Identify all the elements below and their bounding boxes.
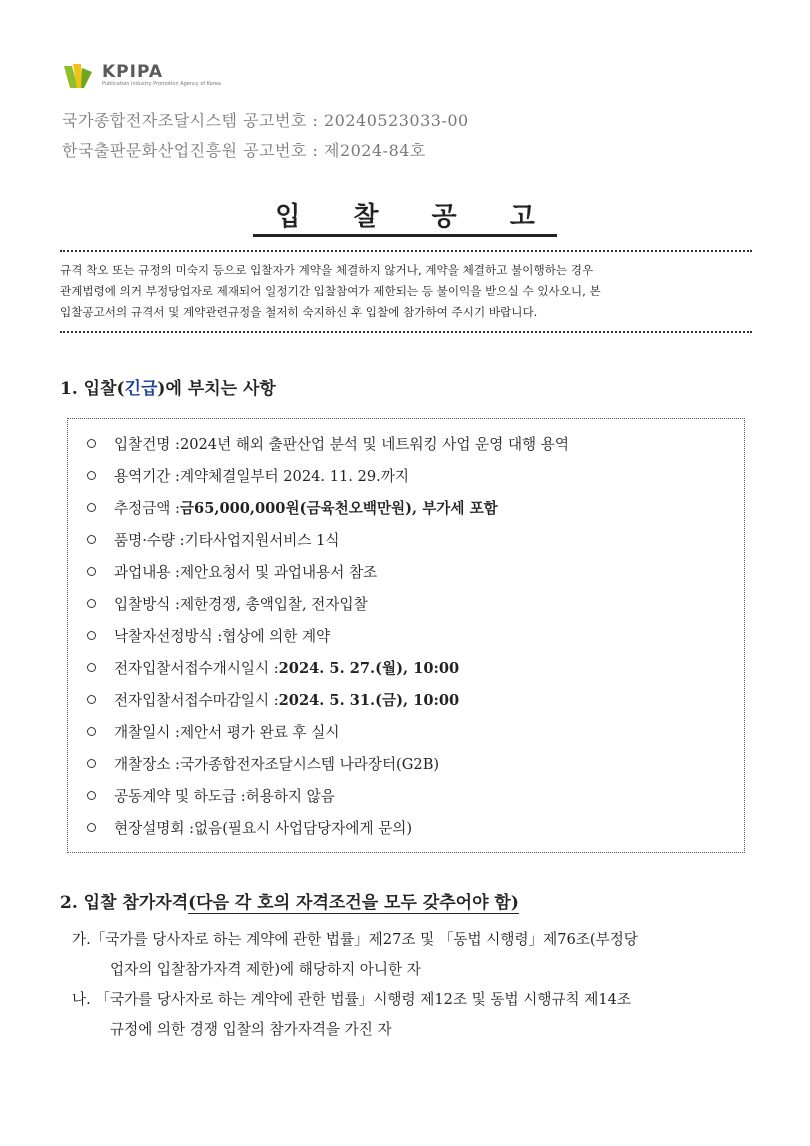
list-item: [87, 657, 459, 678]
item-value: 2024. 5. 27.(월), 10:00: [278, 660, 460, 677]
kpipa-leaf-icon: [62, 62, 96, 90]
qualification-line: 업자의 입찰참가자격 제한)에 해당하지 아니한 자: [110, 961, 421, 978]
item-value: 없음(필요시 사업담당자에게 문의): [194, 820, 413, 837]
section-2-heading: [60, 888, 519, 913]
qualification-line: 규정에 의한 경쟁 입찰의 참가자격을 가진 자: [110, 1021, 392, 1038]
circle-bullet-icon: [87, 567, 96, 576]
item-label: 과업내용 :: [114, 564, 180, 581]
item-label: 전자입찰서접수마감일시 :: [114, 692, 279, 709]
item-value: 협상에 의한 계약: [222, 628, 331, 645]
warning-line: 입찰공고서의 규격서 및 계약관련규정을 철저히 숙지하신 후 입찰에 참가하여 주시기 바랍니다.: [60, 305, 538, 319]
item-label: 입찰방식 :: [114, 596, 180, 613]
divider-bottom: [60, 331, 752, 333]
item-label: 입찰건명 :: [114, 436, 180, 453]
kpipa-logo: [62, 62, 221, 90]
list-item: [87, 689, 459, 710]
item-label: 현장설명회 :: [114, 820, 195, 837]
section-1-suffix: )에 부치는 사항: [157, 379, 276, 399]
list-item: [87, 785, 335, 806]
list-item: [87, 465, 409, 486]
list-item: [87, 593, 368, 614]
item-value: 허용하지 않음: [245, 788, 335, 805]
section-1-heading: [60, 374, 276, 399]
item-label: 낙찰자선정방식 :: [114, 628, 223, 645]
circle-bullet-icon: [87, 759, 96, 768]
item-value: 제안요청서 및 과업내용서 참조: [179, 564, 378, 581]
item-value: 제한경쟁, 총액입찰, 전자입찰: [179, 596, 368, 613]
list-item: [87, 497, 498, 518]
list-item: [87, 721, 340, 742]
circle-bullet-icon: [87, 663, 96, 672]
kpipa-notice-number: 한국출판문화산업진흥원 공고번호 : 제2024-84호: [62, 141, 426, 160]
qualification-line: 가.「국가를 당사자로 하는 계약에 관한 법률」제27조 및 「동법 시행령」제76조(부정당: [72, 931, 638, 948]
warning-line: 규격 착오 또는 규정의 미숙지 등으로 입찰자가 계약을 체결하지 않거나, 계약을 체결하고 불이행하는 경우: [60, 263, 594, 277]
warning-line: 관계법령에 의거 부정당업자로 제재되어 일정기간 입찰참여가 제한되는 등 불이익을 받으실 수 있사오니, 본: [60, 284, 601, 298]
item-value: 금65,000,000원(금육천오백만원), 부가세 포함: [179, 500, 498, 517]
circle-bullet-icon: [87, 631, 96, 640]
item-label: 개찰장소 :: [114, 756, 180, 773]
list-item: [87, 433, 569, 454]
logo-name: KPIPA: [102, 62, 164, 82]
item-label: 용역기간 :: [114, 468, 180, 485]
list-item: [87, 817, 412, 838]
warning-text: [60, 260, 752, 323]
item-value: 제안서 평가 완료 후 실시: [179, 724, 340, 741]
circle-bullet-icon: [87, 727, 96, 736]
page-title: [0, 196, 810, 233]
logo-subtitle: Publication Industry Promotion Agency of Korea: [102, 81, 221, 87]
circle-bullet-icon: [87, 599, 96, 608]
circle-bullet-icon: [87, 535, 96, 544]
circle-bullet-icon: [87, 503, 96, 512]
item-label: 개찰일시 :: [114, 724, 180, 741]
circle-bullet-icon: [87, 823, 96, 832]
item-value: 2024. 5. 31.(금), 10:00: [278, 692, 460, 709]
section-2-condition: (다음 각 호의 자격조건을 모두 갖추어야 함): [188, 893, 519, 913]
list-item: [87, 561, 377, 582]
divider-top: [60, 250, 752, 252]
circle-bullet-icon: [87, 791, 96, 800]
item-value: 2024년 해외 출판산업 분석 및 네트워킹 사업 운영 대행 용역: [179, 436, 569, 453]
list-item: [87, 529, 340, 550]
list-item: [87, 753, 439, 774]
g2b-notice-number: 국가종합전자조달시스템 공고번호 : 20240523033-00: [62, 111, 469, 130]
page-title-text: 입 찰 공 고: [253, 202, 557, 237]
section-2-prefix: 2. 입찰 참가자격: [60, 893, 189, 913]
item-label: 품명·수량 :: [114, 532, 185, 549]
qualification-item: [72, 925, 756, 985]
section-1-urgent: 긴급: [124, 379, 158, 399]
item-value: 기타사업지원서비스 1식: [184, 532, 340, 549]
qualification-line: 나. 「국가를 당사자로 하는 계약에 관한 법률」시행령 제12조 및 동법 시행규칙 제14조: [72, 991, 632, 1008]
item-value: 계약체결일부터 2024. 11. 29.까지: [179, 468, 409, 485]
qualification-item: [72, 985, 756, 1045]
circle-bullet-icon: [87, 439, 96, 448]
item-label: 전자입찰서접수개시일시 :: [114, 660, 279, 677]
circle-bullet-icon: [87, 471, 96, 480]
section-1-prefix: 1. 입찰(: [60, 379, 125, 399]
item-label: 추정금액 :: [114, 500, 180, 517]
list-item: [87, 625, 330, 646]
circle-bullet-icon: [87, 695, 96, 704]
item-label: 공동계약 및 하도급 :: [114, 788, 246, 805]
item-value: 국가종합전자조달시스템 나라장터(G2B): [179, 756, 440, 773]
